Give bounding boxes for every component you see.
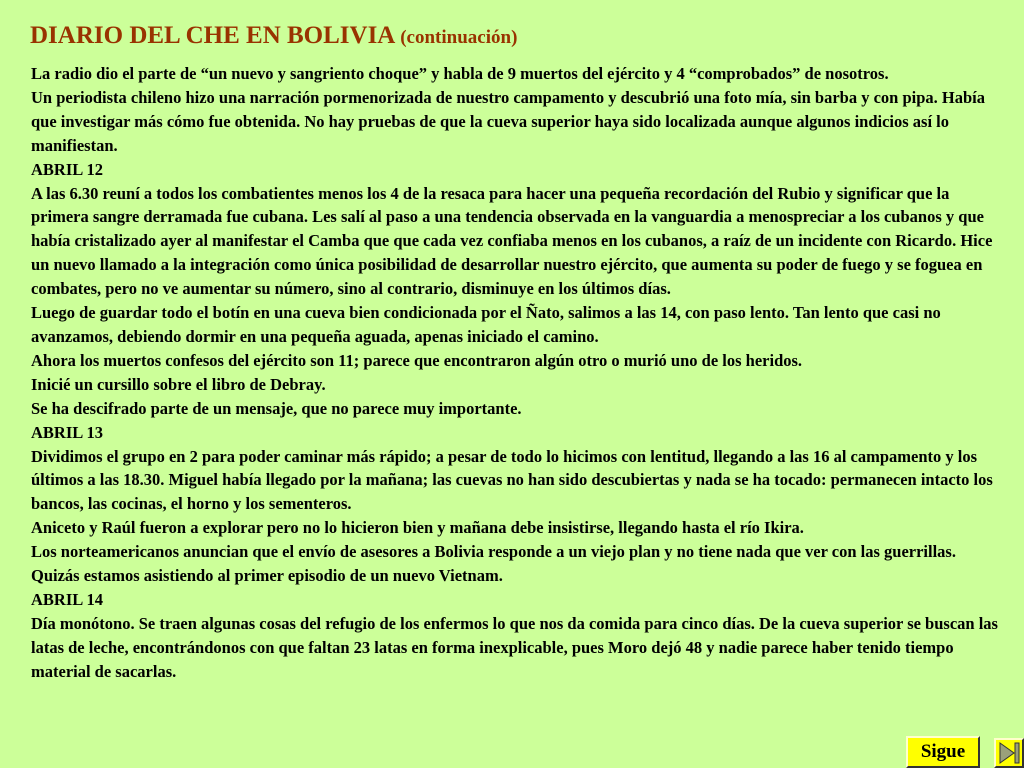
title-subtitle: (continuación): [400, 27, 518, 48]
date-heading-abril-12: ABRIL 12: [31, 159, 103, 179]
paragraph-radio-report: La radio dio el parte de “un nuevo y sangriento choque” y habla de 9 muertos del ejército y 4 “comprobados” de nosotros.: [31, 64, 889, 83]
paragraph-deciphered-message: Se ha descifrado parte de un mensaje, que no parece muy importante.: [31, 398, 522, 418]
skip-to-end-icon: [996, 740, 1022, 766]
page-title: [30, 20, 517, 54]
end-button[interactable]: [994, 738, 1024, 768]
paragraph-booty-cave: Luego de guardar todo el botín en una cueva bien condicionada por el Ñato, salimos a las 14, con paso lento. Tan lento que casi no avanzamos, debiendo dormir en una pequeña aguada, apenas iniciado el camino.: [31, 303, 941, 346]
paragraph-chilean-journalist: Un periodista chileno hizo una narración pormenorizada de nuestro campamento y descubrió una foto mía, sin barba y con pipa. Había que investigar más cómo fue obtenida. No hay pruebas de que la cueva superior haya sido localizada aunque algunos indicios así lo manifiestan.: [31, 87, 986, 155]
title-main: DIARIO DEL CHE EN BOLIVIA: [30, 22, 394, 49]
paragraph-combatants-meeting: A las 6.30 reuní a todos los combatientes menos los 4 de la resaca para hacer una pequeña recordación del Rubio y significar que la primera sangre derramada fue cubana. Les salí al paso a una tendencia observada en la vanguardia a menospreciar a los cubanos y que había cristalizado ayer al manifestar el Camba que que cada vez confiaba menos en los cubanos, a raíz de un incidente con Ricardo. Hice un nuevo llamado a la integración como única posibilidad de desarrollar nuestro ejército, que aumenta su poder de fuego y se foguea en combates, pero no ve aumentar su número, sino al contrario, disminuye en los últimos días.: [31, 183, 993, 299]
paragraph-debray-course: Inicié un cursillo sobre el libro de Debray.: [31, 374, 326, 394]
paragraph-exploration: Aniceto y Raúl fueron a explorar pero no lo hicieron bien y mañana debe insistirse, llegando hasta el río Ikira.: [31, 518, 804, 538]
date-heading-abril-14: ABRIL 14: [31, 589, 103, 609]
paragraph-north-americans: Los norteamericanos anuncian que el envío de asesores a Bolivia responde a un viejo plan y no tiene nada que ver con las guerrillas. Quizás estamos asistiendo al primer episodio de un nuevo Vietnam.: [31, 542, 956, 586]
paragraph-group-split: Dividimos el grupo en 2 para poder caminar más rápido; a pesar de todo lo hicimos con lentitud, llegando a las 16 al campamento y los últimos a las 18.30. Miguel había llegado por la mañana; las cuevas no han sido descubiertas y nada se ha tocado: permanecen intacto los bancos, las cocinas, el horno y los sementeros.: [31, 446, 993, 514]
next-button[interactable]: Sigue: [906, 736, 980, 768]
diary-text: [31, 62, 1003, 684]
date-heading-abril-13: ABRIL 13: [31, 422, 103, 442]
paragraph-army-dead: Ahora los muertos confesos del ejército son 11; parece que encontraron algún otro o murió uno de los heridos.: [31, 350, 803, 370]
paragraph-monotonous-day: Día monótono. Se traen algunas cosas del refugio de los enfermos lo que nos da comida para cinco días. De la cueva superior se buscan las latas de leche, encontrándonos con que faltan 23 latas en forma inexplicable, pues Moro dejó 48 y nadie parece haber tenido tiempo material de sacarlas.: [31, 613, 998, 681]
